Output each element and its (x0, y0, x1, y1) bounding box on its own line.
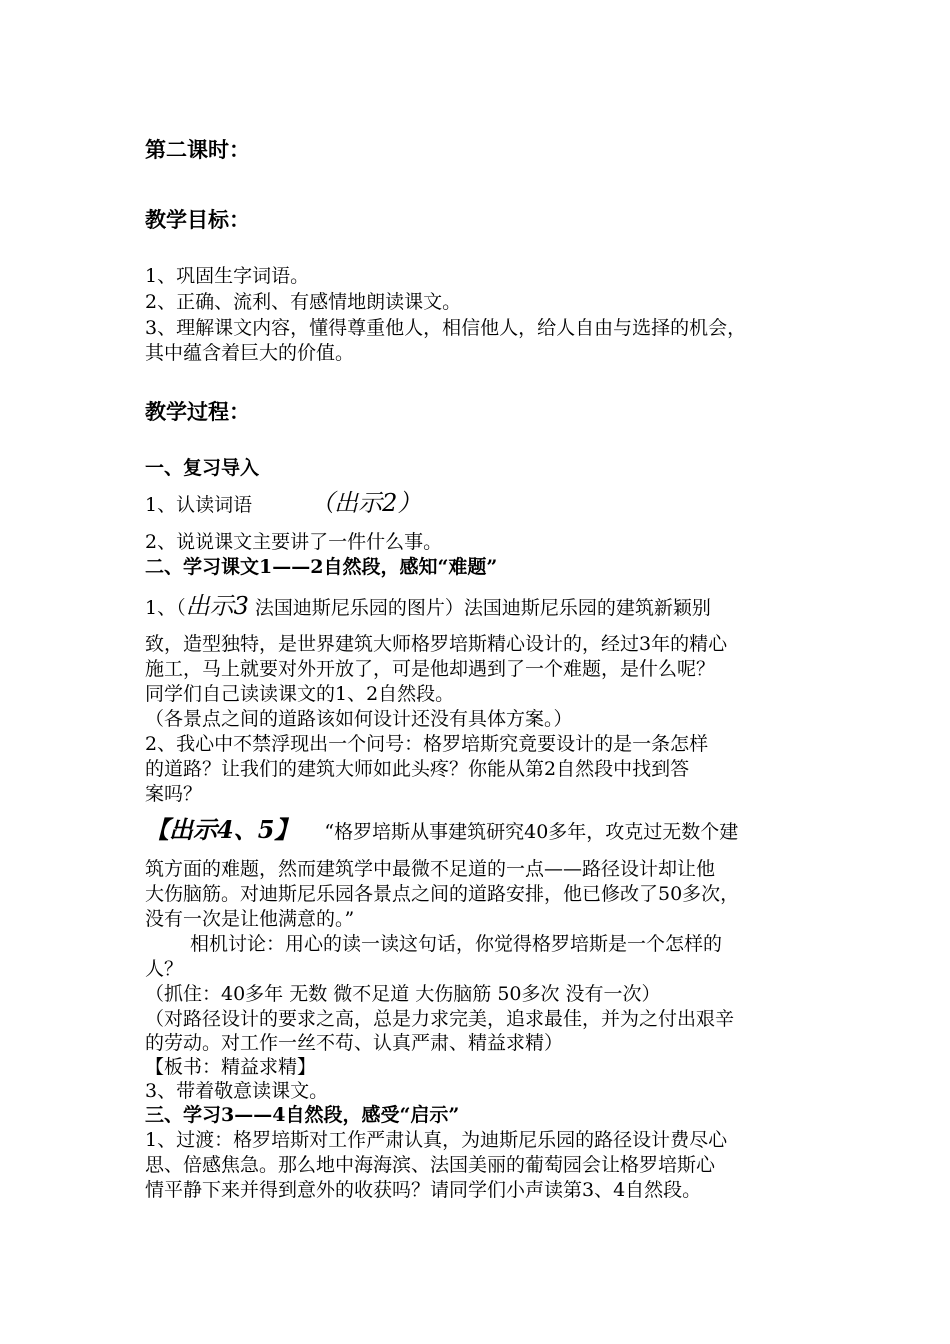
show-slide-label: （出示2） (310, 489, 422, 517)
quote-line: 大伤脑筋。对迪斯尼乐园各景点之间的道路安排，他已修改了50多次， (145, 883, 740, 905)
grasp-line: （抓住：40多年 无数 微不足道 大伤脑筋 50多次 没有一次） (145, 983, 661, 1005)
quote-line: 筑方面的难题，然而建筑学中最微不足道的一点——路径设计却让他 (145, 858, 716, 880)
paragraph-line: 案吗？ (145, 783, 203, 805)
explanation-line: （对路径设计的要求之高，总是力求完美，追求最佳，并为之付出艰辛 (145, 1008, 735, 1030)
paragraph-line: （各景点之间的道路该如何设计还没有具体方案。） (145, 708, 573, 730)
quote-line (145, 815, 825, 844)
section-title: 一、复习导入 (145, 457, 260, 479)
show-slide-label: 【出示4、5】 (145, 815, 299, 844)
paragraph-prefix: 1、（ (145, 597, 186, 619)
paragraph-text: 法国迪斯尼乐园的图片）法国迪斯尼乐园的建筑新颖别 (248, 597, 711, 619)
quote-text: “格罗培斯从事建筑研究40多年，攻克过无数个建 (324, 821, 739, 843)
paragraph-line: 2、我心中不禁浮现出一个问号：格罗培斯究竟要设计的是一条怎样 (145, 733, 709, 755)
objective-item: 其中蕴含着巨大的价值。 (145, 342, 355, 364)
process-heading: 教学过程： (145, 399, 250, 424)
discussion-line: 人？ (145, 958, 184, 980)
board-note: 【板书：精益求精】 (145, 1056, 317, 1078)
paragraph-line: 情平静下来并得到意外的收获吗？请同学们小声读第3、4自然段。 (145, 1179, 702, 1201)
discussion-line: 相机讨论：用心的读一读这句话，你觉得格罗培斯是一个怎样的 (190, 933, 723, 955)
paragraph-line: 思、倍感焦急。那么地中海海滨、法国美丽的葡萄园会让格罗培斯心 (145, 1154, 716, 1176)
paragraph-line: 施工，马上就要对外开放了，可是他却遇到了一个难题，是什么呢？ (145, 658, 716, 680)
paragraph-line: 1、过渡：格罗培斯对工作严肃认真，为迪斯尼乐园的路径设计费尽心 (145, 1129, 728, 1151)
objective-item: 2、正确、流利、有感情地朗读课文。 (145, 291, 462, 313)
review-item-1 (145, 491, 825, 517)
explanation-line: 的劳动。对工作一丝不苟、认真严肃、精益求精） (145, 1032, 564, 1054)
section-title: 三、学习3——4自然段，感受“启示” (145, 1104, 460, 1126)
review-item-2: 2、说说课文主要讲了一件什么事。 (145, 531, 443, 553)
objectives-heading: 教学目标： (145, 207, 250, 232)
review-item-1-text: 1、认读词语 (145, 494, 253, 516)
paragraph-line (145, 594, 825, 620)
paragraph-line: 同学们自己读读课文的1、2自然段。 (145, 683, 455, 705)
lesson-title: 第二课时： (145, 137, 250, 162)
objective-item: 3、理解课文内容，懂得尊重他人，相信他人，给人自由与选择的机会， (145, 317, 747, 339)
paragraph-line: 的道路？让我们的建筑大师如此头疼？你能从第2自然段中找到答 (145, 758, 690, 780)
paragraph-line: 致，造型独特，是世界建筑大师格罗培斯精心设计的，经过3年的精心 (145, 633, 728, 655)
objective-item: 1、巩固生字词语。 (145, 265, 310, 287)
quote-line: 没有一次是让他满意的。” (145, 908, 355, 930)
show-slide-label: 出示3 (185, 592, 249, 620)
paragraph-line: 3、带着敬意读课文。 (145, 1080, 329, 1102)
section-title: 二、学习课文1——2自然段，感知“难题” (145, 556, 498, 578)
